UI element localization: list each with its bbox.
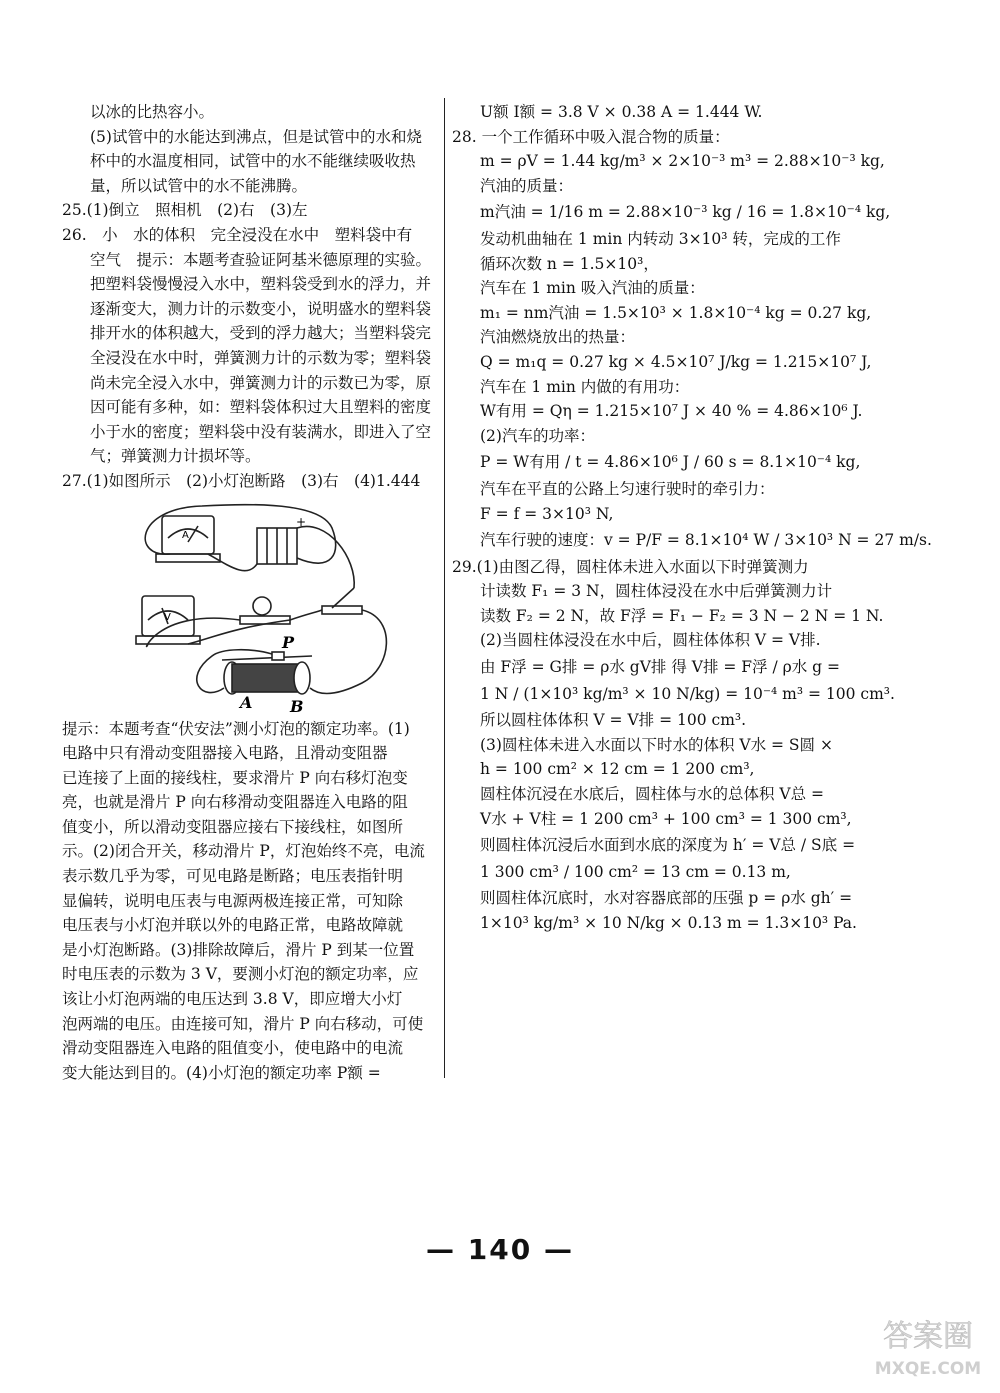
text-line: 排开水的体积越大，受到的浮力越大；当塑料袋完 [90, 324, 432, 343]
slider-label-p: P [282, 632, 295, 652]
formula-line: 汽车行驶的速度：v = P/F = 8.1×10⁴ W / 3×10³ N = 27 m/s. [480, 531, 932, 550]
hint-line: 表示数几乎为零，可见电路是断路；电压表指针明 [62, 867, 404, 886]
hint-line: 变大能达到目的。(4)小灯泡的额定功率 P额 = [62, 1063, 381, 1082]
formula-line: h = 100 cm² × 12 cm = 1 200 cm³, [480, 760, 755, 779]
answer-25: 25.(1)倒立 照相机 (2)右 (3)左 [62, 201, 308, 220]
watermark-text: 答案圈 [883, 1319, 973, 1354]
formula-line: Q = m₁q = 0.27 kg × 4.5×10⁷ J/kg = 1.215×10⁷ J, [480, 352, 872, 371]
answer-27: 27.(1)如图所示 (2)小灯泡断路 (3)右 (4)1.444 [62, 471, 421, 490]
circuit-diagram [122, 498, 422, 716]
formula-line: V水 + V柱 = 1 200 cm³ + 100 cm³ = 1 300 cm³, [480, 809, 852, 828]
hint-line: 泡两端的电压。由连接可知，滑片 P 向右移动，可使 [62, 1014, 424, 1033]
hint-line: 提示：本题考查“伏安法”测小灯泡的额定功率。(1) [62, 719, 410, 738]
svg-text:+: + [296, 514, 307, 529]
text-line: 杯中的水温度相同，试管中的水不能继续吸收热 [90, 152, 416, 171]
watermark-logo [868, 1308, 988, 1383]
watermark-url: MXQE.COM [874, 1359, 982, 1379]
hint-line: 电压表与小灯泡并联以外的电路正常，电路故障就 [62, 916, 404, 935]
hint-line: 值变小，所以滑动变阻器应接右下接线柱，如图所 [62, 817, 404, 836]
formula-line: 1×10³ kg/m³ × 10 N/kg × 0.13 m = 1.3×10³ Pa. [480, 914, 857, 932]
text-line: (3)圆柱体未进入水面以下时水的体积 V水 = S圆 × [480, 735, 833, 754]
text-line: 汽油的质量： [480, 176, 574, 195]
text-line: 圆柱体沉浸在水底后，圆柱体与水的总体积 V总 = [480, 785, 825, 804]
text-line: 全浸没在水中时，弹簧测力计的示数为零；塑料袋 [90, 348, 432, 367]
ammeter-label: A [182, 529, 189, 541]
hint-line: 时电压表的示数为 3 V，要测小灯泡的额定功率，应 [62, 965, 419, 984]
text-line: 所以圆柱体体积 V = V排 = 100 cm³. [480, 711, 747, 730]
text-line: 气；弹簧测力计损坏等。 [90, 447, 261, 466]
text-line: 则圆柱体沉底时，水对容器底部的压强 p = ρ水 gh′ = [480, 889, 853, 908]
page-number: — 140 — [426, 1233, 574, 1266]
answer-26: 26. 小 水的体积 完全浸没在水中 塑料袋中有 [62, 225, 413, 244]
text-line: 汽车在平直的公路上匀速行驶时的牵引力： [480, 479, 775, 498]
text-line: 发动机曲轴在 1 min 内转动 3×10³ 转，完成的工作 [480, 229, 841, 248]
voltmeter-label: V [164, 611, 171, 623]
hint-line: 滑动变阻器连入电路的阻值变小，使电路中的电流 [62, 1039, 404, 1058]
formula-line: 由 F浮 = G排 = ρ水 gV排 得 V排 = F浮 / ρ水 g = [480, 658, 840, 677]
text-line: 逐渐变大，测力计的示数变小，说明盛水的塑料袋 [90, 299, 432, 318]
text-line: 计读数 F₁ = 3 N，圆柱体浸没在水中后弹簧测力计 [480, 582, 833, 601]
formula-line: m₁ = nm汽油 = 1.5×10³ × 1.8×10⁻⁴ kg = 0.27 kg, [480, 303, 872, 322]
text-line: 循环次数 n = 1.5×10³， [480, 254, 659, 273]
formula-line: 1 300 cm³ / 100 cm² = 13 cm = 0.13 m, [480, 862, 791, 881]
text-line: 汽油燃烧放出的热量： [480, 328, 636, 347]
hint-line: 是小灯泡断路。(3)排除故障后，滑片 P 到某一位置 [62, 940, 415, 959]
text-line: 汽车在 1 min 吸入汽油的质量： [480, 279, 705, 298]
hint-line: 该让小灯泡两端的电压达到 3.8 V，即应增大小灯 [62, 990, 403, 1009]
text-line: 尚未完全浸入水中，弹簧测力计的示数已为零，原 [90, 373, 432, 392]
circuit-svg [122, 498, 422, 716]
hint-line: 显偏转，说明电压表与电源两极连接正常，可知除 [62, 891, 404, 910]
hint-line: 电路中只有滑动变阻器接入电路，且滑动变阻器 [62, 744, 388, 763]
formula-line: F = f = 3×10³ N, [480, 504, 614, 523]
column-divider [444, 98, 445, 1078]
right-column [452, 100, 932, 936]
answer-29: 29.(1)由图乙得，圆柱体未进入水面以下时弹簧测力 [452, 557, 809, 576]
text-line: 小于水的密度；塑料袋中没有装满水，即进入了空 [90, 422, 432, 441]
text-line: 以冰的比热容小。 [90, 103, 215, 121]
formula-line: m汽油 = 1/16 m = 2.88×10⁻³ kg / 16 = 1.8×10⁻⁴ kg, [480, 203, 891, 222]
text-line: 量，所以试管中的水不能沸腾。 [90, 176, 308, 195]
text-line: (2)当圆柱体浸没在水中后，圆柱体体积 V = V排. [480, 631, 821, 650]
formula-line: 1 N / (1×10³ kg/m³ × 10 N/kg) = 10⁻⁴ m³ = 100 cm³. [480, 684, 895, 703]
formula-line: P = W有用 / t = 4.86×10⁶ J / 60 s = 8.1×10⁻⁴ kg, [480, 453, 861, 472]
text-line: (5)试管中的水能达到沸点，但是试管中的水和烧 [90, 127, 422, 146]
hint-line: 亮，也就是滑片 P 向右移滑动变阻器连入电路的阻 [62, 793, 408, 812]
text-line: 因可能有多种，如：塑料袋体积过大且塑料的密度 [90, 398, 432, 417]
hint-line: 示。(2)闭合开关，移动滑片 P，灯泡始终不亮，电流 [62, 842, 425, 861]
text-line: 汽车在 1 min 内做的有用功： [480, 377, 690, 396]
terminal-label-a: A [240, 692, 253, 712]
left-column [62, 100, 437, 1085]
formula-line: m = ρV = 1.44 kg/m³ × 2×10⁻³ m³ = 2.88×10⁻³ kg, [480, 152, 885, 171]
text-line: 把塑料袋慢慢浸入水中，塑料袋受到水的浮力，并 [90, 275, 432, 294]
text-line: U额 I额 = 3.8 V × 0.38 A = 1.444 W. [480, 103, 763, 121]
text-line: (2)汽车的功率： [480, 426, 595, 445]
terminal-label-b: B [290, 696, 304, 716]
text-line: 读数 F₂ = 2 N，故 F浮 = F₁ − F₂ = 3 N − 2 N = 1 N. [480, 606, 884, 625]
text-line: 空气 提示：本题考查验证阿基米德原理的实验。 [90, 250, 432, 269]
hint-line: 已连接了上面的接线柱，要求滑片 P 向右移灯泡变 [62, 768, 408, 787]
text-line: 则圆柱体沉浸后水面到水底的深度为 h′ = V总 / S底 = [480, 836, 856, 855]
answer-28: 28. 一个工作循环中吸入混合物的质量： [452, 127, 730, 146]
formula-line: W有用 = Qη = 1.215×10⁷ J × 40 % = 4.86×10⁶ J. [480, 402, 863, 421]
